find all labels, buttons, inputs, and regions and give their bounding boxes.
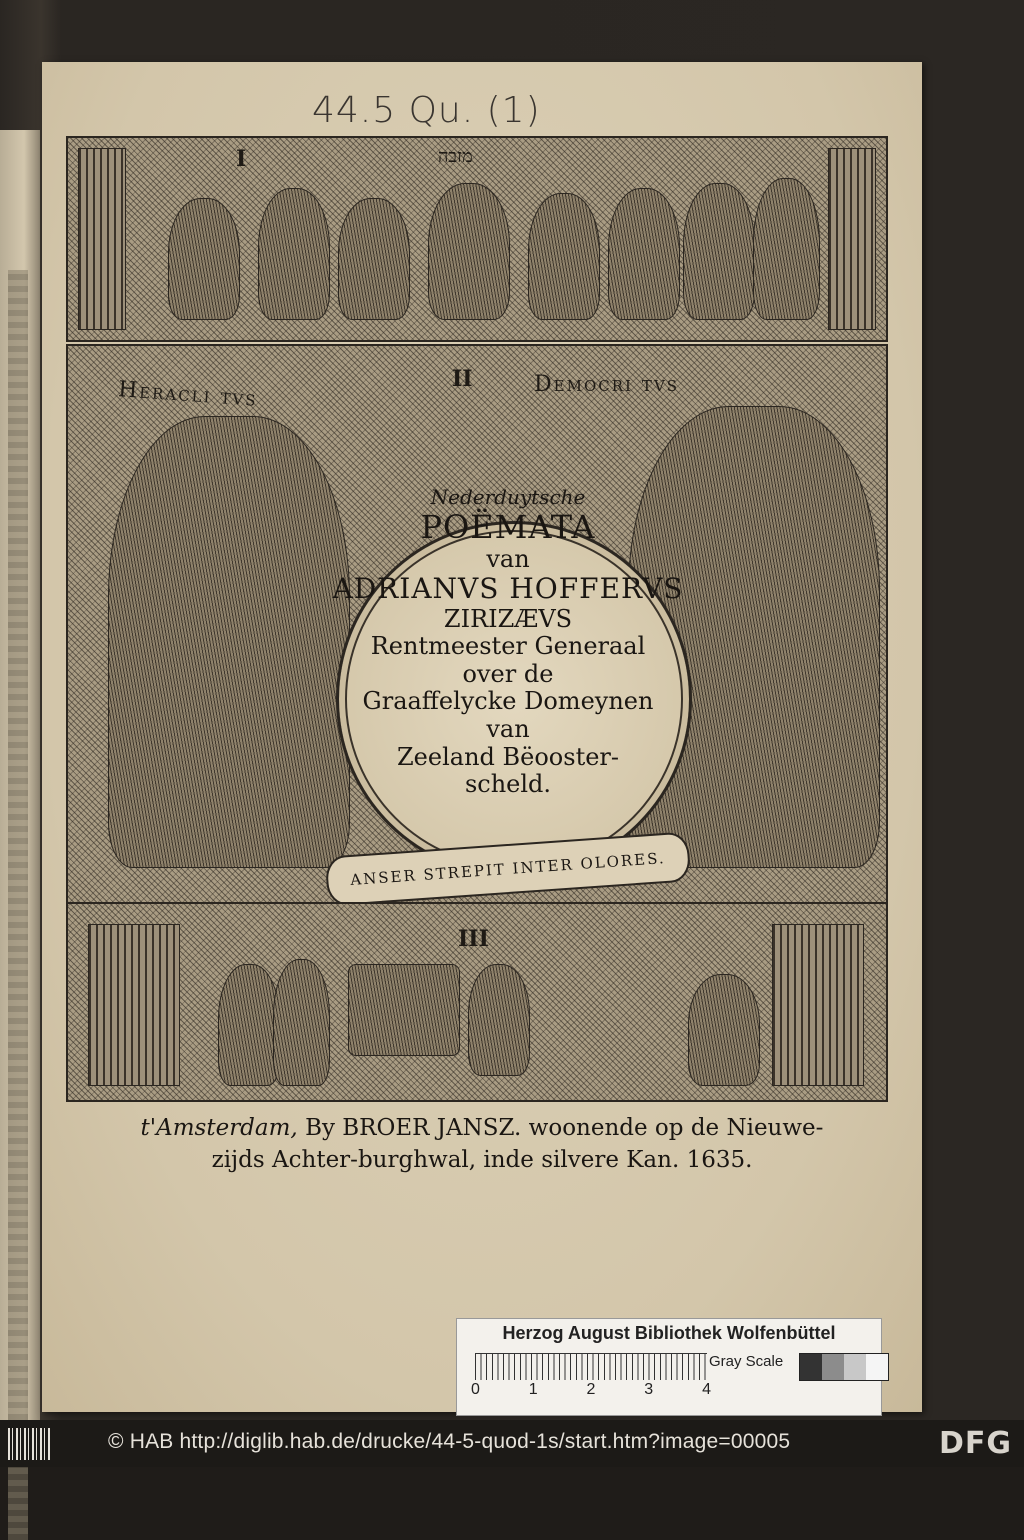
middle-engraving-panel	[66, 344, 888, 916]
title-page	[42, 62, 922, 1412]
previous-page-strip	[8, 270, 28, 1540]
imprint-address: zijds Achter-burghwal, inde silvere Kan. 1635.	[211, 1147, 753, 1173]
title-block	[318, 486, 698, 799]
right-column	[828, 148, 876, 330]
ruler-number: 0	[471, 1381, 480, 1398]
hebrew-inscription: מזבה	[438, 146, 473, 167]
barcode-icon	[8, 1428, 52, 1460]
gray-scale-swatches	[799, 1353, 889, 1381]
left-pedestal	[88, 924, 180, 1086]
seated-figure	[528, 193, 600, 320]
seated-figure	[428, 183, 510, 320]
merchant-figure	[688, 974, 760, 1086]
panel-numeral-iii: III	[458, 926, 489, 952]
title-line-over: over de	[462, 659, 554, 688]
library-label	[456, 1318, 882, 1416]
gray-scale-label: Gray Scale	[709, 1353, 784, 1370]
gray-swatch	[866, 1354, 888, 1380]
standing-figure	[218, 964, 280, 1086]
seated-figure	[683, 183, 755, 320]
title-line-nederduytsche: Nederduytsche	[430, 485, 586, 509]
title-line-van: van	[486, 544, 530, 573]
right-pedestal	[772, 924, 864, 1086]
banner-democritus: Democri tvs	[534, 372, 680, 397]
banner-heraclitus: Heracli tvs	[117, 377, 259, 412]
library-name: Herzog August Bibliothek Wolfenbüttel	[502, 1323, 836, 1343]
seated-figure	[168, 198, 240, 320]
rider-figure	[468, 964, 530, 1076]
author-origin: ZIRIZÆVS	[443, 604, 573, 633]
seated-figure	[608, 188, 680, 320]
title-line-van-2: van	[486, 714, 530, 743]
panel-numeral-i: I	[236, 146, 247, 172]
bottom-engraving-panel	[66, 902, 888, 1102]
title-line-scheld: scheld.	[464, 770, 552, 799]
gray-swatch	[822, 1354, 844, 1380]
ruler-numbers	[471, 1381, 711, 1399]
motto-scroll: ANSER STREPIT INTER OLORES.	[325, 831, 692, 906]
ruler-number: 3	[644, 1381, 654, 1398]
gray-swatch	[844, 1354, 866, 1380]
imprint-printer: By BROER JANSZ. woonende op de Nieuwe-	[305, 1115, 824, 1141]
title-line-poemata: POËMATA	[420, 508, 596, 546]
heraclitus-figure	[108, 416, 350, 868]
copyright-url[interactable]: © HAB http://diglib.hab.de/drucke/44-5-quod-1s/start.htm?image=00005	[108, 1430, 791, 1453]
standing-figure	[273, 959, 330, 1086]
ruler-number: 4	[702, 1381, 711, 1398]
previous-page-edge	[0, 130, 40, 1420]
shelfmark: 44.5 Qu. (1)	[312, 90, 541, 131]
ruler-number: 2	[586, 1381, 596, 1398]
imprint-place: t'Amsterdam,	[140, 1115, 298, 1141]
dfg-logo: DFG	[938, 1426, 1012, 1461]
imprint	[102, 1112, 862, 1176]
author-name: ADRIANVS HOFFERVS	[332, 572, 684, 606]
ruler-number: 1	[528, 1381, 538, 1398]
seated-figure	[338, 198, 410, 320]
left-column	[78, 148, 126, 330]
seated-figure	[258, 188, 330, 320]
title-line-office: Rentmeester Generaal	[370, 632, 646, 661]
gray-swatch	[800, 1354, 822, 1380]
title-line-zeeland: Zeeland Bëooster-	[397, 742, 619, 771]
panel-numeral-ii: II	[452, 366, 473, 392]
title-line-domeynen: Graaffelycke Domeynen	[362, 687, 654, 716]
carriage	[348, 964, 460, 1056]
footer-bar	[0, 1420, 1024, 1467]
ruler	[475, 1353, 707, 1380]
seated-figure	[753, 178, 820, 320]
top-engraving-panel	[66, 136, 888, 342]
